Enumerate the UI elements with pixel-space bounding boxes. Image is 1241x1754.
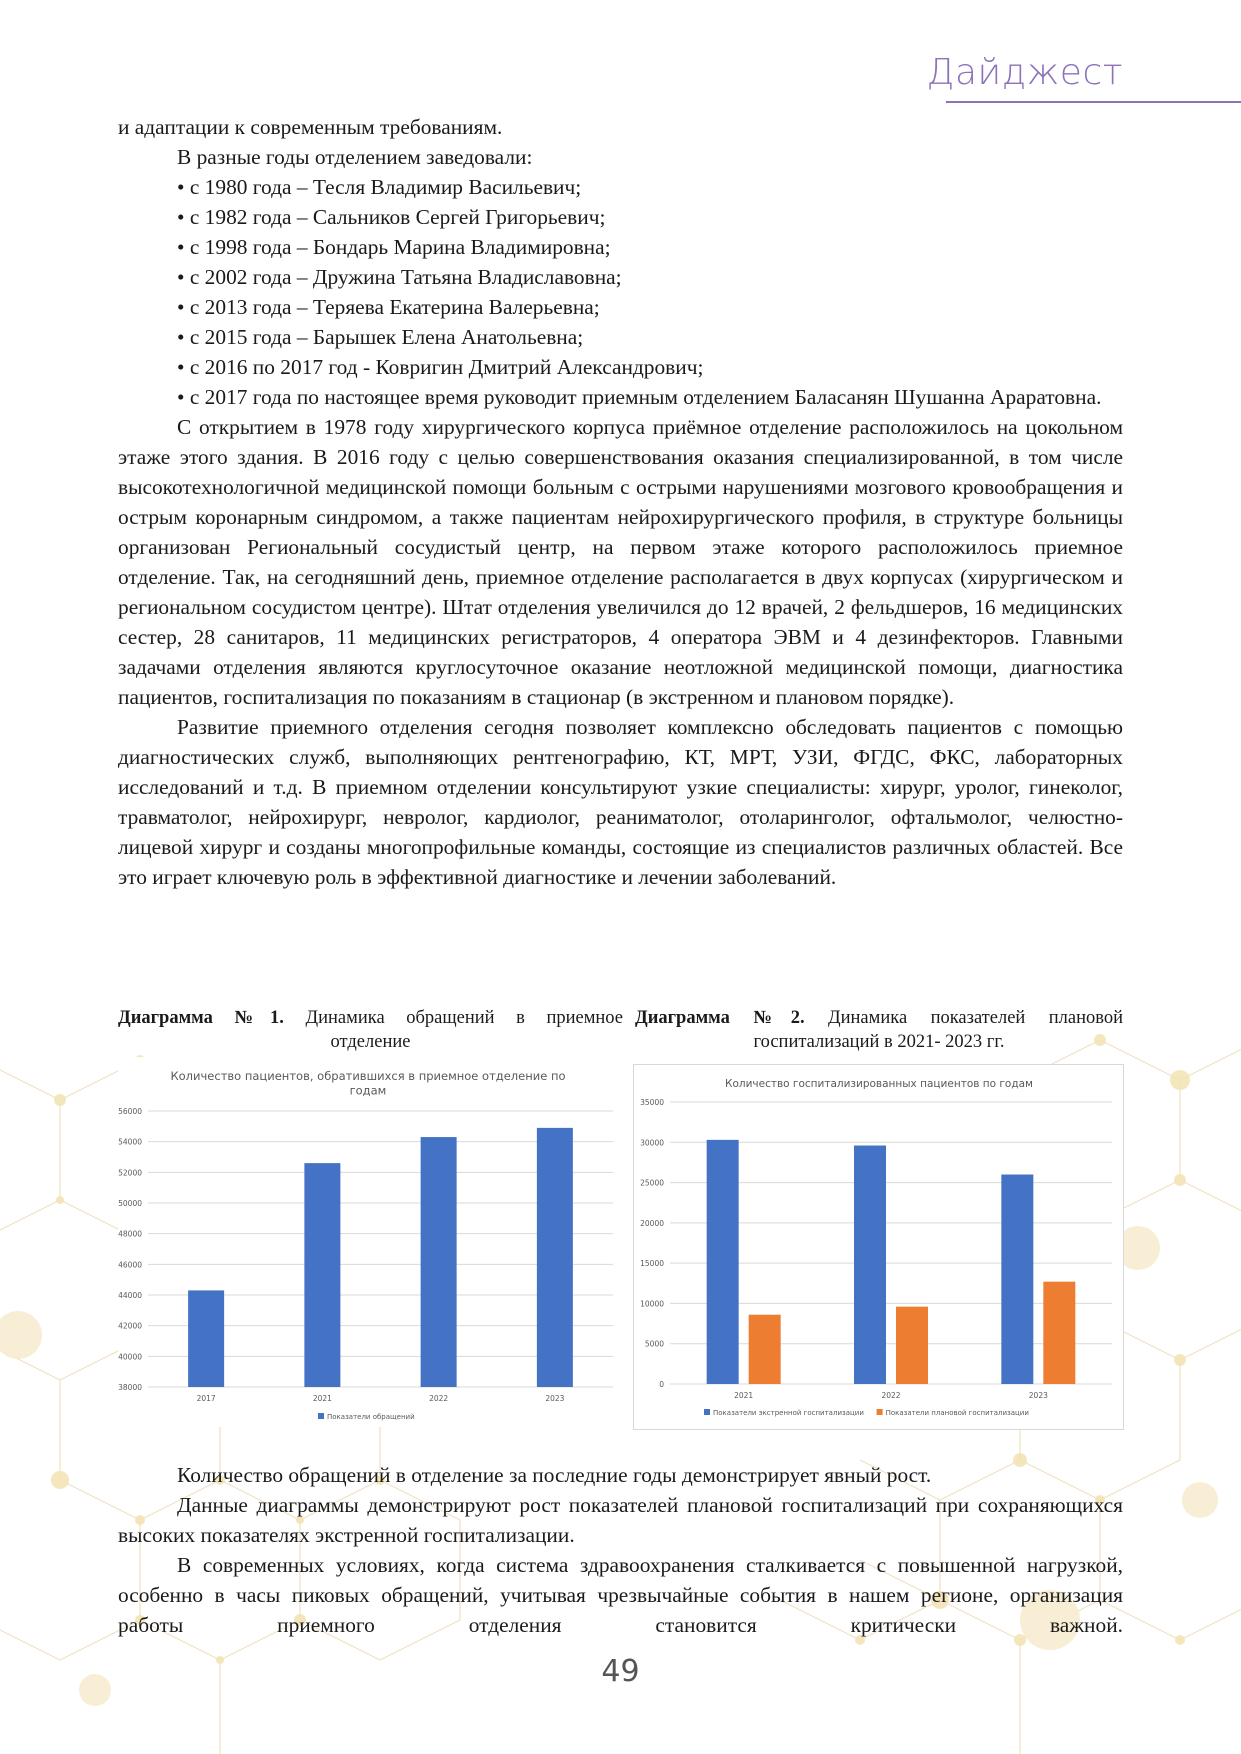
- bar: [537, 1128, 573, 1387]
- chart1-caption-label: Диаграмма №1.: [118, 1008, 284, 1028]
- y-tick-label: 42000: [118, 1321, 142, 1331]
- x-tick-label: 2023: [545, 1394, 565, 1403]
- list-item: • с 1982 года – Сальников Сергей Григорьевич;: [177, 205, 606, 229]
- bar: [896, 1307, 928, 1384]
- legend-label: Показатели экстренной госпитализации: [713, 1409, 864, 1417]
- bar: [421, 1137, 457, 1387]
- text-bottom: [118, 1460, 1123, 1640]
- legend-label: Показатели плановой госпитализации: [885, 1409, 1029, 1417]
- chart1-caption-line2: отделение: [330, 1032, 411, 1052]
- bar: [707, 1140, 739, 1384]
- legend-swatch: [877, 1409, 883, 1415]
- y-tick-label: 20000: [640, 1218, 664, 1228]
- header-divider: [946, 101, 1241, 103]
- chart1-caption: [118, 1006, 623, 1054]
- y-tick-label: 38000: [118, 1383, 142, 1392]
- list-item: • с 2013 года – Теряева Екатерина Валерьевна;: [177, 295, 600, 319]
- chart-title: Количество госпитализированных пациентов по годам: [725, 1078, 1033, 1090]
- page-number: 49: [601, 1654, 640, 1689]
- bar: [188, 1290, 224, 1387]
- paragraph-history: С открытием в 1978 году хирургического корпуса приёмное отделение расположилось на цокольном этаже этого здания. В 2016 году с целью совершенствования оказания специализированной, в том числе высокотехнологичной медицинской помощи больным с острыми нарушениями мозгового кровообращения и острым коронарным синдромом, а также пациентам нейрохирургического профиля, в структуре больницы организован Региональный сосудистый центр, на первом этаже которого расположилось приемное отделение. Так, на сегодняшний день, приемное отделение располагается в двух корпусах (хирургическом и региональном сосудистом центре). Штат отделения увеличился до 12 врачей, 2 фельдшеров, 16 медицинских сестер, 28 санитаров, 11 медицинских регистраторов, 4 оператора ЭВМ и 4 дезинфекторов. Главными задачами отделения являются круглосуточное оказание неотложной медицинской помощи, диагностика пациентов, госпитализация по показаниям в стационар (в экстренном и плановом порядке).: [118, 415, 1123, 709]
- bar: [304, 1163, 340, 1387]
- bar: [854, 1146, 886, 1384]
- paragraph-growth: Количество обращений в отделение за последние годы демонстрирует явный рост.: [177, 1463, 932, 1487]
- y-tick-label: 30000: [640, 1138, 664, 1148]
- x-tick-label: 2021: [734, 1391, 754, 1400]
- chart2: [633, 1064, 1124, 1430]
- x-tick-label: 2022: [429, 1394, 449, 1403]
- y-tick-label: 10000: [640, 1299, 664, 1309]
- x-tick-label: 2021: [312, 1394, 332, 1403]
- chart2-caption-line2: госпитализаций в 2021- 2023 гг.: [753, 1032, 1005, 1052]
- y-tick-label: 52000: [118, 1168, 142, 1178]
- chart1-caption-text: Динамика обращений в приемное: [283, 1008, 623, 1028]
- list-item: • с 2016 по 2017 год - Ковригин Дмитрий Александрович;: [177, 355, 704, 379]
- legend-swatch: [318, 1413, 324, 1419]
- paragraph-continuation: и адаптации к современным требованиям.: [118, 115, 503, 139]
- text-top: [118, 112, 1123, 892]
- legend-swatch: [704, 1409, 710, 1415]
- y-tick-label: 46000: [118, 1260, 142, 1270]
- list-item: • с 1980 года – Тесля Владимир Васильевич;: [177, 175, 582, 199]
- header-title: Дайджест: [926, 52, 1123, 93]
- list-item: • с 1998 года – Бондарь Марина Владимировна;: [177, 235, 611, 259]
- chart2-caption: [635, 1006, 1123, 1054]
- y-tick-label: 35000: [640, 1098, 664, 1107]
- chart1: [118, 1057, 623, 1427]
- y-tick-label: 5000: [644, 1339, 664, 1349]
- y-tick-label: 54000: [118, 1137, 142, 1147]
- legend-label: Показатели обращений: [327, 1413, 415, 1421]
- y-tick-label: 40000: [118, 1352, 142, 1362]
- chart-title: Количество пациентов, обратившихся в приемное отделение по: [170, 1069, 566, 1083]
- list-item: • с 2017 года по настоящее время руководит приемным отделением Баласанян Шушанна Араратовна.: [177, 385, 1102, 409]
- paragraph-heads-intro: В разные годы отделением заведовали:: [177, 145, 533, 169]
- bar: [1043, 1282, 1075, 1384]
- x-tick-label: 2023: [1028, 1391, 1048, 1400]
- chart2-svg: [634, 1065, 1123, 1429]
- y-tick-label: 0: [659, 1380, 664, 1389]
- bar: [749, 1315, 781, 1384]
- y-tick-label: 56000: [118, 1107, 142, 1116]
- paragraph-conditions: В современных условиях, когда система здравоохранения сталкивается с повышенной нагрузкой, особенно в часы пиковых обращений, учитывая чрезвычайные события в нашем регионе, организация работы приемного отделения становится критически важной.: [118, 1553, 1123, 1637]
- y-tick-label: 50000: [118, 1199, 142, 1208]
- y-tick-label: 48000: [118, 1229, 142, 1239]
- paragraph-development: Развитие приемного отделения сегодня позволяет комплексно обследовать пациентов с помощью диагностических служб, выполняющих рентгенографию, КТ, МРТ, УЗИ, ФГДС, ФКС, лабораторных исследований и т.д. В приемном отделении консультируют узкие специалисты: хирург, уролог, гинеколог, травматолог, нейрохирург, невролог, кардиолог, реаниматолог, отоларинголог, офтальмолог, челюстно-лицевой хирург и созданы многопрофильные команды, состоящие из специалистов различных областей. Все это играет ключевую роль в эффективной диагностике и лечении заболеваний.: [118, 715, 1123, 889]
- paragraph-diagram-summary: Данные диаграммы демонстрируют рост показателей плановой госпитализаций при сохраняющихся высоких показателях экстренной госпитализации.: [118, 1493, 1123, 1547]
- list-item: • с 2002 года – Дружина Татьяна Владиславовна;: [177, 265, 622, 289]
- y-tick-label: 25000: [640, 1178, 664, 1188]
- chart2-caption-label: Диаграмма №2.: [635, 1008, 805, 1028]
- x-tick-label: 2022: [881, 1391, 901, 1400]
- chart1-svg: [118, 1057, 623, 1427]
- chart-title: годам: [349, 1083, 387, 1098]
- bar: [1001, 1175, 1033, 1384]
- chart2-caption-text: Динамика показателей плановой: [804, 1008, 1123, 1028]
- list-item: • с 2015 года – Барышек Елена Анатольевна;: [177, 325, 584, 349]
- y-tick-label: 44000: [118, 1291, 142, 1300]
- x-tick-label: 2017: [196, 1394, 216, 1403]
- y-tick-label: 15000: [640, 1259, 664, 1269]
